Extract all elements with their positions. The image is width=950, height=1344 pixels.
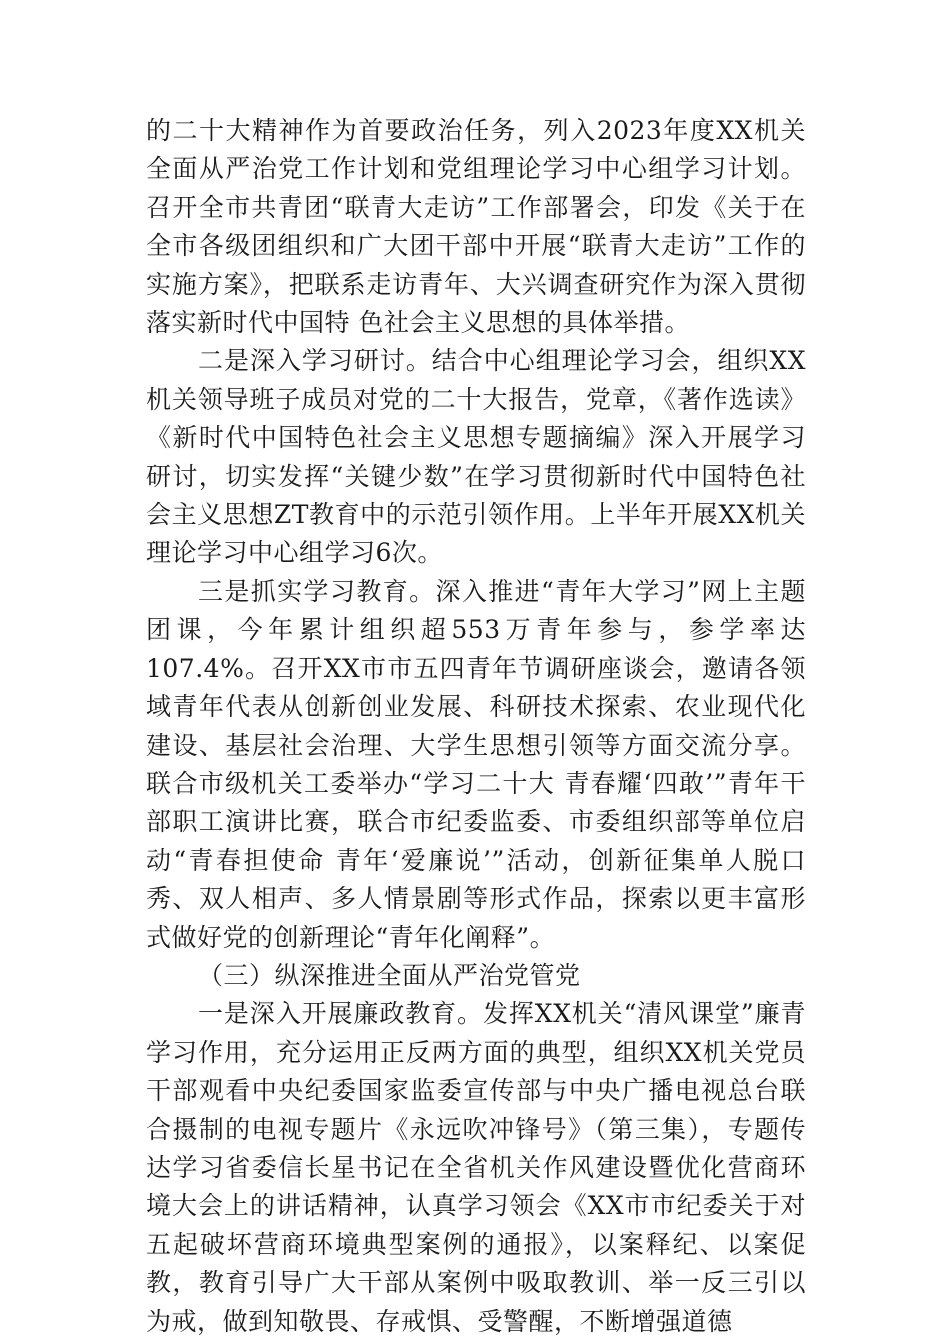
paragraph-2: 二是深入学习研讨。结合中心组理论学习会，组织XX机关领导班子成员对党的二十大报告，党章，《著作选读》《新时代中国特色社会主义思想专题摘编》深入开展学习研讨，切实发挥“关键少数”在学习贯彻新时代中国特色社会主义思想ZT教育中的示范引领作用。上半年开展XX机关理论学习中心组学习6次。 — [146, 346, 806, 568]
paragraph-4: 一是深入开展廉政教育。发挥XX机关“清风课堂”廉青学习作用，充分运用正反两方面的典型，组织XX机关党员干部观看中央纪委国家监委宣传部与中央广播电视总台联合摄制的电视专题片《永远吹冲锋号》（第三集），专题传达学习省委信长星书记在全省机关作风建设暨优化营商环境大会上的讲话精神，认真学习领会《XX市市纪委关于对五起破坏营商环境典型案例的通报》，以案释纪、以案促教，教育引导广大干部从案例中吸取教训、举一反三引以为戒，做到知敬畏、存戒惧、受警醒，不断增强道德 — [146, 999, 806, 1336]
paragraph-3: 三是抓实学习教育。深入推进“青年大学习”网上主题团课，今年累计组织超553万青年参与，参学率达107.4%。召开XX市市五四青年节调研座谈会，邀请各领域青年代表从创新创业发展、科研技术探索、农业现代化建设、基层社会治理、大学生思想引领等方面交流分享。联合市级机关工委举办“学习二十大 青春耀‘四敢’”青年干部职工演讲比赛，联合市纪委监委、市委组织部等单位启动“青春担使命 青年‘爱廉说’”活动，创新征集单人脱口秀、双人相声、多人情景剧等形式作品，探索以更丰富形式做好党的创新理论“青年化阐释”。 — [146, 576, 806, 952]
document-body — [146, 112, 806, 1341]
paragraph-1: 的二十大精神作为首要政治任务，列入2023年度XX机关全面从严治党工作计划和党组理论学习中心组学习计划。召开全市共青团“联青大走访”工作部署会，印发《关于在全市各级团组织和广大团干部中开展“联青大走访”工作的实施方案》，把联系走访青年、大兴调查研究作为深入贯彻落实新时代中国特 色社会主义思想的具体举措。 — [146, 116, 806, 338]
section-heading: （三）纵深推进全面从严治党管党 — [198, 960, 581, 990]
